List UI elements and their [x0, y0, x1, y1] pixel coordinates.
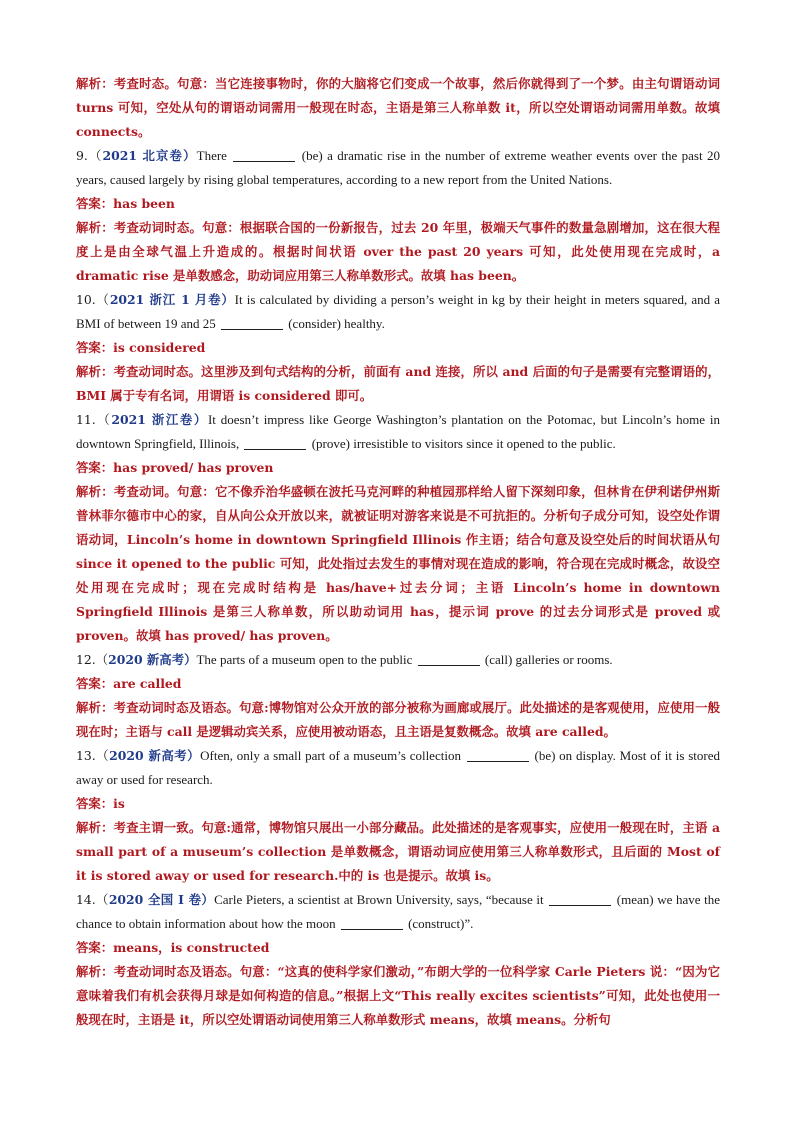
question-source: 2020 全国 I 卷）: [108, 892, 215, 907]
answer-11: 答案：has proved/ has proven: [76, 460, 274, 475]
question-text-after: (be) on display. Most of it is stored away or used for research.: [76, 748, 720, 787]
question-text-before: The parts of a museum open to the public: [196, 652, 416, 667]
answer-12: 答案：are called: [76, 676, 182, 691]
answer-14: 答案：means，is constructed: [76, 940, 270, 955]
analysis-8: 解析：考查时态。句意：当它连接事物时，你的大脑将它们变成一个故事，然后你就得到了一个梦。由主句谓语动词 turns 可知，空处从句的谓语动词需用一般现在时态，主语是第三人称单数 it，所以空处谓语动词需用单数。故填 connects。: [76, 76, 720, 139]
question-text-middle: (mean) we have the chance to obtain information about how the moon: [76, 892, 720, 931]
question-10: [76, 288, 720, 336]
question-source: 2020 新高考）: [109, 748, 201, 763]
question-source: 2020 新高考）: [108, 652, 197, 667]
analysis-11: 解析：考查动词。句意：它不像乔治华盛顿在波托马克河畔的种植园那样给人留下深刻印象，但林肯在伊利诺伊州斯普林菲尔德市中心的家，自从向公众开放以来，就被证明对游客来说是不可抗拒的。分析句子成分可知，设空处作谓语动词，Lincoln’s home in downtown Springfield Illinois 作主语；结合句意及设空处后的时间状语从句 since it opened to the public 可知，此处指过去发生的事情对现在造成的影响，符合现在完成时概念，故设空处用现在完成时；现在完成时结构是 has/have+过去分词；主语 Lincoln’s home in downtown Springfield Illinois 是第三人称单数，所以助动词用 has，提示词 prove 的过去分词形式是 proved 或 proven。故填 has proved/ has proven。: [76, 484, 720, 643]
question-text-before: It is calculated by dividing a person’s weight in kg by their height in meters squared, and a BMI of between 19 and 25: [76, 292, 720, 331]
question-14: [76, 888, 720, 936]
question-text-before: Often, only a small part of a museum’s collection: [200, 748, 465, 763]
answer-13: 答案：is: [76, 796, 125, 811]
document-body: [76, 72, 720, 1032]
question-12: [76, 648, 720, 672]
question-source: 2021 浙江卷）: [111, 412, 208, 427]
answer-blank: [233, 147, 295, 162]
question-number: 9.（: [76, 148, 103, 163]
answer-blank: [467, 747, 529, 762]
question-source: 2021 浙江 1 月卷）: [109, 292, 235, 307]
question-number: 11.（: [76, 412, 112, 427]
question-text-before: It doesn’t impress like George Washington’s plantation on the Potomac, but Lincoln’s home in downtown Springfield, Illinois,: [76, 412, 720, 451]
answer-blank: [418, 651, 480, 666]
analysis-12: 解析：考查动词时态及语态。句意:博物馆对公众开放的部分被称为画廊或展厅。此处描述的是客观使用，应使用一般现在时；主语与 call 是逻辑动宾关系，应使用被动语态，且主语是复数概念。故填 are called。: [76, 700, 720, 739]
question-text-after: (prove) irresistible to visitors since it opened to the public.: [308, 436, 616, 451]
question-number: 10.（: [76, 292, 110, 307]
question-text-after: (be) a dramatic rise in the number of extreme weather events over the past 20 years, caused largely by rising global temperatures, according to a new report from the United Nations.: [76, 148, 720, 187]
question-number: 12.（: [76, 652, 109, 667]
question-13: [76, 744, 720, 792]
answer-blank: [341, 915, 403, 930]
answer-blank: [244, 435, 306, 450]
question-text-after: (consider) healthy.: [284, 316, 385, 331]
analysis-10: 解析：考查动词时态。这里涉及到句式结构的分析，前面有 and 连接，所以 and 后面的句子是需要有完整谓语的，BMI 属于专有名词，用谓语 is considered 即可。: [76, 364, 720, 403]
answer-10: 答案：is considered: [76, 340, 206, 355]
question-text-before: Carle Pieters, a scientist at Brown University, says, “because it: [214, 892, 548, 907]
analysis-14: 解析：考查动词时态及语态。句意：“这真的使科学家们激动，”布朗大学的一位科学家 Carle Pieters 说：“因为它意味着我们有机会获得月球是如何构造的信息。”根据上文“This really excites scientists”可知，此处也使用一般现在时，主语是 it，所以空处谓语动词使用第三人称单数形式 means，故填 means。分析句: [76, 964, 720, 1027]
analysis-9: 解析：考查动词时态。句意：根据联合国的一份新报告，过去 20 年里，极端天气事件的数量急剧增加，这在很大程度上是由全球气温上升造成的。根据时间状语 over the past 20 years 可知，此处使用现在完成时，a dramatic rise 是单数感念，助动词应用第三人称单数形式。故填 has been。: [76, 220, 720, 283]
question-text-before: There: [196, 148, 232, 163]
question-number: 14.（: [76, 892, 109, 907]
answer-9: 答案：has been: [76, 196, 175, 211]
question-text-after: (construct)”.: [404, 916, 474, 931]
answer-blank: [221, 315, 283, 330]
question-9: [76, 144, 720, 192]
answer-blank: [549, 891, 611, 906]
question-11: [76, 408, 720, 456]
question-source: 2021 北京卷）: [102, 148, 197, 163]
question-text-after: (call) galleries or rooms.: [481, 652, 613, 667]
analysis-13: 解析：考查主谓一致。句意:通常，博物馆只展出一小部分藏品。此处描述的是客观事实，应使用一般现在时，主语 a small part of a museum’s collection 是单数概念，谓语动词应使用第三人称单数形式，且后面的 Most of it is stored away or used for research.中的 is 也是提示。故填 is。: [76, 820, 720, 883]
question-number: 13.（: [76, 748, 110, 763]
